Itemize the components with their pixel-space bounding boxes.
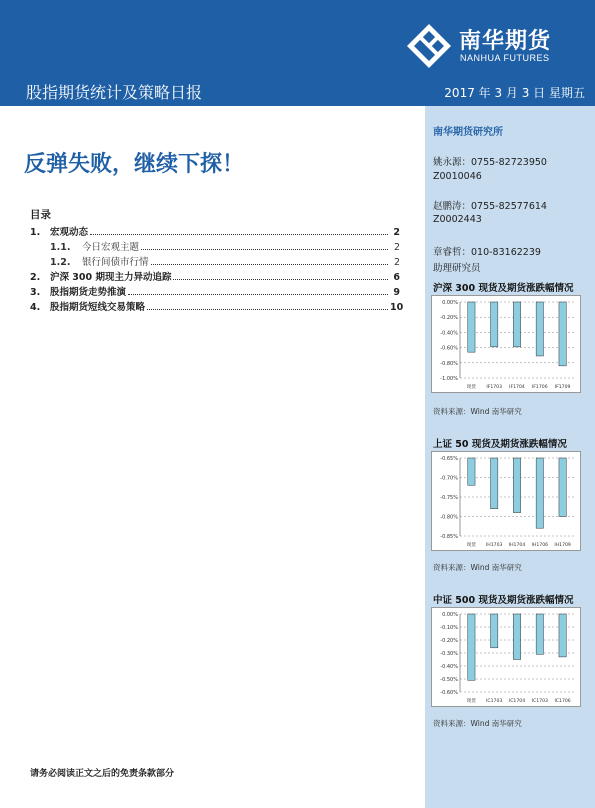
x-tick-label: IF1703 [486, 385, 503, 390]
toc-leader [141, 249, 388, 250]
toc-item[interactable] [50, 254, 400, 268]
bar [491, 458, 498, 509]
y-tick-label: -1.00% [440, 376, 458, 382]
chart-source: 资料来源：Wind 南华研究 [433, 719, 522, 728]
x-tick-label: 现货 [466, 543, 477, 548]
bar [559, 458, 566, 517]
bar [468, 458, 475, 485]
y-tick-label: -0.50% [440, 677, 458, 683]
research-dept: 南华期货研究所 [433, 127, 503, 138]
toc-item[interactable] [50, 239, 400, 253]
bar [536, 614, 543, 654]
sz50-chart [431, 451, 581, 551]
y-tick-label: -0.20% [440, 315, 458, 322]
sidebar [425, 106, 595, 808]
bar [513, 302, 520, 347]
toc-item[interactable] [30, 299, 404, 313]
toc-item[interactable] [30, 224, 400, 238]
toc-item-page: 10 [390, 302, 404, 313]
toc-item-label: 宏观动态 [50, 227, 89, 238]
y-tick-label: -0.65% [440, 456, 458, 462]
nanhua-logo-icon [405, 22, 453, 70]
y-tick-label: -0.80% [440, 514, 458, 521]
x-tick-label: IH1709 [554, 543, 571, 548]
bar [491, 614, 498, 648]
analyst-license: Z0010046 [433, 171, 482, 182]
hs300-chart [431, 295, 581, 393]
y-tick-label: 0.00% [442, 612, 458, 618]
x-tick-label: 现货 [466, 699, 477, 704]
analyst-contact: 章睿哲：010-83162239 [433, 247, 541, 258]
toc-item-page: 2 [393, 242, 400, 253]
y-tick-label: -0.70% [440, 475, 458, 482]
x-tick-label: IH1704 [508, 543, 526, 548]
x-tick-label: IC1703 [486, 699, 503, 704]
y-tick-label: -0.80% [440, 360, 458, 367]
toc-item-label: 股指期货走势推演 [50, 287, 127, 298]
hs300-bar-chart [432, 296, 580, 392]
toc-item-number: 2. [30, 272, 41, 283]
bar [491, 302, 498, 347]
toc-item-number: 1.1. [50, 242, 71, 253]
report-date: 2017 年 3 月 3 日 星期五 [444, 86, 585, 100]
toc-leader [173, 279, 388, 280]
toc-item-page: 2 [393, 227, 400, 238]
chart-title: 沪深 300 现货及期货涨跌幅情况 [433, 283, 574, 294]
toc-leader [128, 294, 388, 295]
bar [559, 302, 566, 366]
analyst-contact: 姚永源：0755-82723950 [433, 157, 547, 168]
x-tick-label: IH1703 [485, 543, 503, 548]
x-tick-label: IC1703 [531, 699, 548, 704]
y-tick-label: -0.85% [440, 534, 458, 540]
chart-title: 上证 50 现货及期货涨跌幅情况 [433, 439, 567, 450]
logo-text-en: NANHUA FUTURES [460, 53, 550, 63]
bar [513, 458, 520, 513]
bar [536, 458, 543, 528]
y-tick-label: -0.20% [440, 638, 458, 644]
company-logo [405, 22, 575, 72]
x-tick-label: 现货 [466, 385, 477, 390]
y-tick-label: -0.60% [440, 345, 458, 352]
logo-text-cn: 南华期货 [459, 29, 552, 54]
toc-item-number: 1. [30, 227, 41, 238]
y-tick-label: -0.40% [440, 664, 458, 670]
toc-leader [151, 264, 388, 265]
toc-item-number: 3. [30, 287, 41, 298]
report-header [0, 0, 595, 106]
y-tick-label: 0.00% [442, 300, 458, 306]
toc-title: 目录 [30, 209, 51, 221]
headline: 反弹失败，继续下探！ [24, 152, 245, 177]
x-tick-label: IH1706 [531, 543, 549, 548]
bar [559, 614, 566, 657]
chart-source: 资料来源：Wind 南华研究 [433, 563, 522, 572]
toc-item-number: 1.2. [50, 257, 71, 268]
toc-item[interactable] [30, 269, 400, 283]
toc-item-label: 今日宏观主题 [82, 242, 140, 253]
bar [513, 614, 520, 660]
analyst-role: 助理研究员 [433, 263, 481, 274]
toc-item-label: 沪深 300 期现主力异动追踪 [50, 272, 172, 283]
bar [468, 302, 475, 352]
toc-leader [90, 234, 388, 235]
y-tick-label: -0.30% [440, 651, 458, 657]
x-tick-label: IF1704 [509, 385, 525, 390]
x-tick-label: IC1704 [508, 699, 526, 704]
y-tick-label: -0.40% [440, 330, 458, 337]
toc-item-page: 2 [393, 257, 400, 268]
report-title: 股指期货统计及策略日报 [26, 83, 203, 102]
x-tick-label: IF1706 [531, 385, 548, 390]
chart-title: 中证 500 现货及期货涨跌幅情况 [433, 595, 574, 606]
analyst-contact: 赵鹏涛：0755-82577614 [433, 201, 547, 212]
toc-item-label: 银行间债市行情 [82, 257, 149, 268]
toc-item-number: 4. [30, 302, 41, 313]
chart-source: 资料来源：Wind 南华研究 [433, 407, 522, 416]
toc-item-label: 股指期货短线交易策略 [50, 302, 146, 313]
analyst-license: Z0002443 [433, 214, 482, 225]
x-tick-label: IF1709 [554, 385, 571, 390]
toc-item-page: 6 [393, 272, 400, 283]
y-tick-label: -0.75% [440, 495, 458, 501]
sz50-bar-chart [432, 452, 580, 550]
zz500-bar-chart [432, 608, 580, 706]
bar [536, 302, 543, 356]
toc-item[interactable] [30, 284, 400, 298]
toc-item-page: 9 [393, 287, 400, 298]
bar [468, 614, 475, 680]
y-tick-label: -0.10% [440, 625, 458, 631]
disclaimer-note: 请务必阅读正文之后的免责条款部分 [30, 769, 175, 779]
x-tick-label: IC1706 [554, 699, 571, 704]
y-tick-label: -0.60% [440, 690, 458, 696]
toc-leader [147, 309, 388, 310]
zz500-chart [431, 607, 581, 707]
